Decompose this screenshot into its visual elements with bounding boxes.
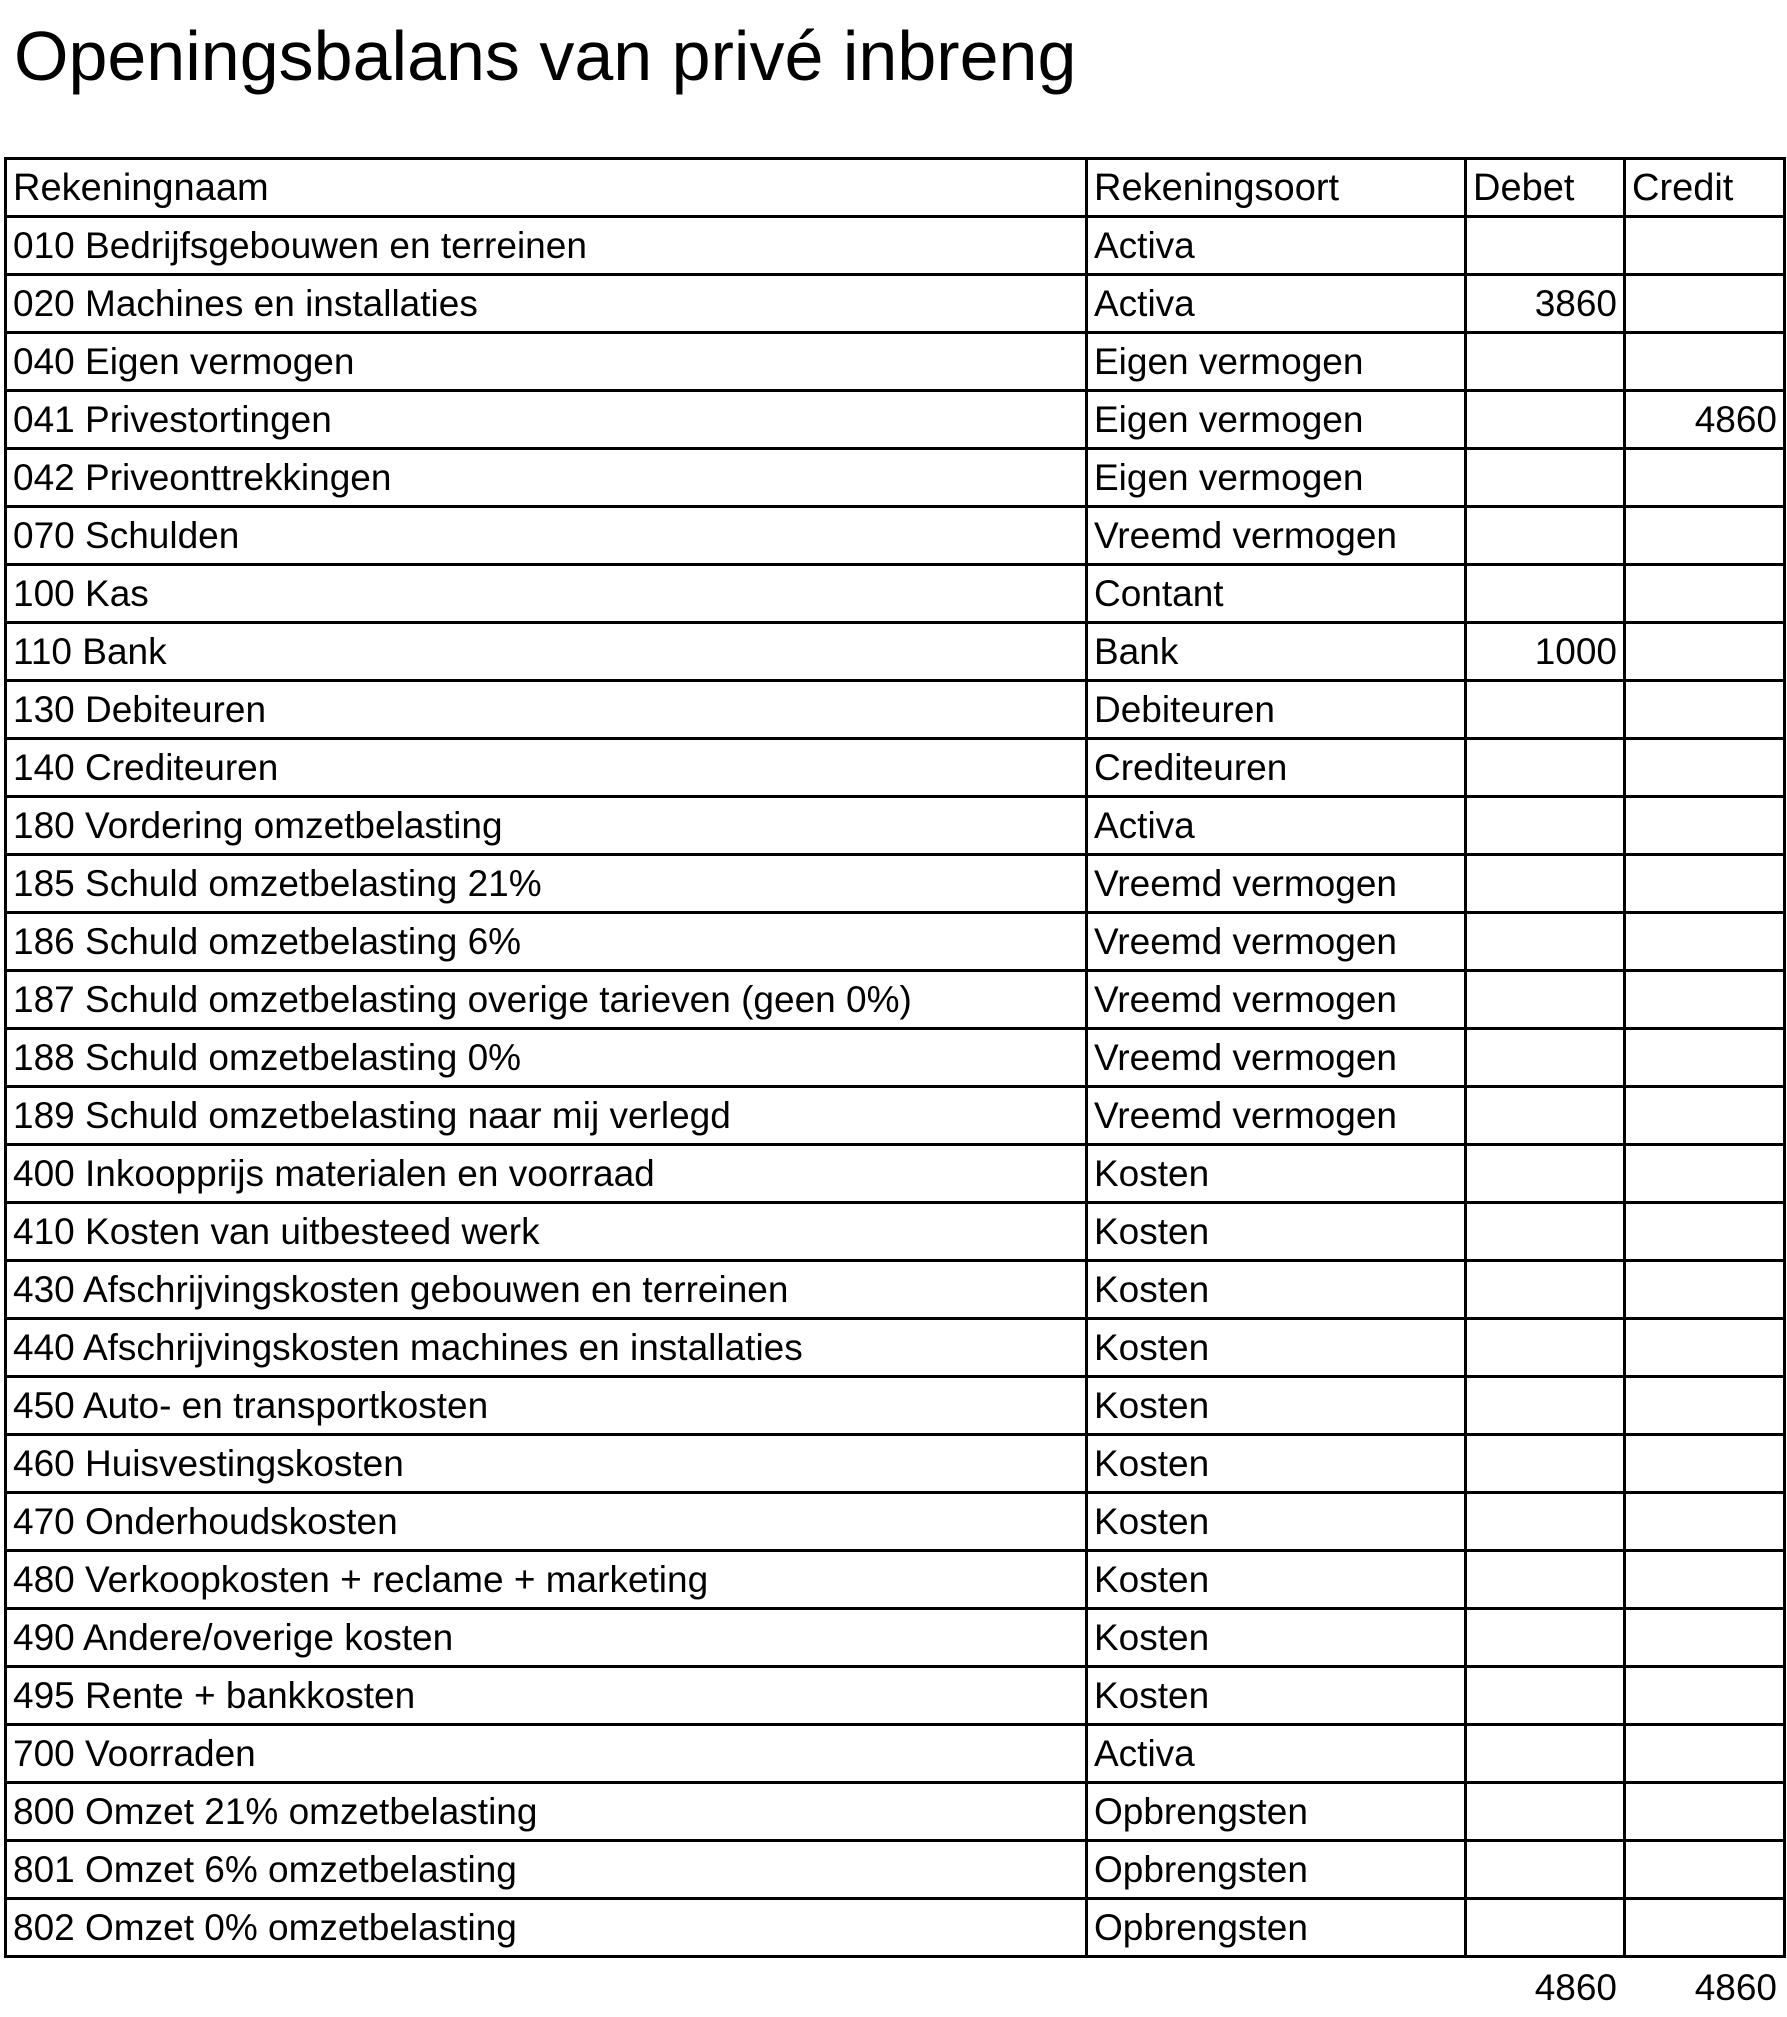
table-row (6, 565, 1785, 623)
account-name-cell: 700 Voorraden (6, 1725, 1087, 1783)
credit-cell (1625, 971, 1785, 1029)
debet-cell (1466, 1203, 1625, 1261)
debet-cell (1466, 1899, 1625, 1957)
debet-cell (1466, 1145, 1625, 1203)
table-row (6, 391, 1785, 449)
account-name-cell: 010 Bedrijfsgebouwen en terreinen (6, 217, 1087, 275)
credit-cell (1625, 507, 1785, 565)
account-type-cell: Kosten (1087, 1203, 1466, 1261)
table-row (6, 275, 1785, 333)
table-row (6, 1377, 1785, 1435)
credit-cell (1625, 623, 1785, 681)
debet-cell (1466, 1783, 1625, 1841)
debet-cell (1466, 507, 1625, 565)
account-name-cell: 110 Bank (6, 623, 1087, 681)
account-type-cell: Vreemd vermogen (1087, 1029, 1466, 1087)
account-type-cell: Eigen vermogen (1087, 449, 1466, 507)
debet-cell (1466, 797, 1625, 855)
account-type-cell: Vreemd vermogen (1087, 1087, 1466, 1145)
account-type-cell: Eigen vermogen (1087, 391, 1466, 449)
credit-cell (1625, 333, 1785, 391)
table-row (6, 333, 1785, 391)
account-type-cell: Vreemd vermogen (1087, 913, 1466, 971)
debet-cell (1466, 1667, 1625, 1725)
table-row (6, 681, 1785, 739)
table-row (6, 797, 1785, 855)
account-type-cell: Kosten (1087, 1493, 1466, 1551)
debet-cell: 1000 (1466, 623, 1625, 681)
account-name-cell: 470 Onderhoudskosten (6, 1493, 1087, 1551)
account-type-cell: Bank (1087, 623, 1466, 681)
account-name-cell: 187 Schuld omzetbelasting overige tarieven (geen 0%) (6, 971, 1087, 1029)
account-name-cell: 495 Rente + bankkosten (6, 1667, 1087, 1725)
account-name-cell: 070 Schulden (6, 507, 1087, 565)
account-name-cell: 042 Priveonttrekkingen (6, 449, 1087, 507)
credit-cell (1625, 1725, 1785, 1783)
account-name-cell: 186 Schuld omzetbelasting 6% (6, 913, 1087, 971)
table-row (6, 217, 1785, 275)
account-name-cell: 130 Debiteuren (6, 681, 1087, 739)
account-name-cell: 430 Afschrijvingskosten gebouwen en terreinen (6, 1261, 1087, 1319)
debet-cell (1466, 1725, 1625, 1783)
debet-cell (1466, 391, 1625, 449)
credit-cell (1625, 1435, 1785, 1493)
account-type-cell: Kosten (1087, 1667, 1466, 1725)
credit-cell (1625, 1841, 1785, 1899)
credit-cell (1625, 1783, 1785, 1841)
credit-cell (1625, 1145, 1785, 1203)
header-row (6, 159, 1785, 217)
table-row (6, 1899, 1785, 1957)
account-name-cell: 400 Inkoopprijs materialen en voorraad (6, 1145, 1087, 1203)
credit-cell (1625, 1609, 1785, 1667)
debet-cell (1466, 217, 1625, 275)
debet-cell (1466, 1435, 1625, 1493)
debet-cell (1466, 1319, 1625, 1377)
debet-cell (1466, 971, 1625, 1029)
account-name-cell: 180 Vordering omzetbelasting (6, 797, 1087, 855)
credit-cell (1625, 1203, 1785, 1261)
credit-cell (1625, 1551, 1785, 1609)
table-row (6, 739, 1785, 797)
account-name-cell: 410 Kosten van uitbesteed werk (6, 1203, 1087, 1261)
credit-cell (1625, 275, 1785, 333)
column-header-debet: Debet (1466, 159, 1625, 217)
account-type-cell: Activa (1087, 1725, 1466, 1783)
column-header-account-name: Rekeningnaam (6, 159, 1087, 217)
table-row (6, 1725, 1785, 1783)
account-name-cell: 188 Schuld omzetbelasting 0% (6, 1029, 1087, 1087)
account-name-cell: 480 Verkoopkosten + reclame + marketing (6, 1551, 1087, 1609)
debet-cell (1466, 1087, 1625, 1145)
debet-cell (1466, 681, 1625, 739)
account-type-cell: Contant (1087, 565, 1466, 623)
table-row (6, 623, 1785, 681)
account-type-cell: Crediteuren (1087, 739, 1466, 797)
balance-table (4, 157, 1786, 1958)
table-row (6, 1435, 1785, 1493)
account-name-cell: 450 Auto- en transportkosten (6, 1377, 1087, 1435)
credit-cell (1625, 1261, 1785, 1319)
account-name-cell: 040 Eigen vermogen (6, 333, 1087, 391)
account-type-cell: Activa (1087, 275, 1466, 333)
debet-cell (1466, 739, 1625, 797)
table-body (6, 217, 1785, 1957)
table-row (6, 1319, 1785, 1377)
total-credit: 4860 (1694, 1967, 1777, 2008)
account-name-cell: 140 Crediteuren (6, 739, 1087, 797)
account-type-cell: Opbrengsten (1087, 1841, 1466, 1899)
debet-cell (1466, 855, 1625, 913)
page-title: Openingsbalans van privé inbreng (14, 17, 1077, 95)
credit-cell (1625, 739, 1785, 797)
account-name-cell: 802 Omzet 0% omzetbelasting (6, 1899, 1087, 1957)
account-type-cell: Eigen vermogen (1087, 333, 1466, 391)
table-row (6, 913, 1785, 971)
account-type-cell: Opbrengsten (1087, 1783, 1466, 1841)
account-name-cell: 189 Schuld omzetbelasting naar mij verlegd (6, 1087, 1087, 1145)
table-row (6, 449, 1785, 507)
account-type-cell: Activa (1087, 217, 1466, 275)
account-name-cell: 100 Kas (6, 565, 1087, 623)
table-row (6, 1145, 1785, 1203)
account-name-cell: 041 Privestortingen (6, 391, 1087, 449)
table-row (6, 1609, 1785, 1667)
account-type-cell: Kosten (1087, 1145, 1466, 1203)
debet-cell (1466, 1551, 1625, 1609)
table-row (6, 855, 1785, 913)
account-name-cell: 490 Andere/overige kosten (6, 1609, 1087, 1667)
credit-cell (1625, 449, 1785, 507)
credit-cell (1625, 681, 1785, 739)
account-name-cell: 801 Omzet 6% omzetbelasting (6, 1841, 1087, 1899)
account-type-cell: Activa (1087, 797, 1466, 855)
table-row (6, 1261, 1785, 1319)
table-row (6, 1841, 1785, 1899)
debet-cell (1466, 1609, 1625, 1667)
credit-cell (1625, 1667, 1785, 1725)
table-row (6, 1029, 1785, 1087)
account-type-cell: Debiteuren (1087, 681, 1466, 739)
credit-cell (1625, 1319, 1785, 1377)
credit-cell (1625, 1087, 1785, 1145)
account-type-cell: Kosten (1087, 1319, 1466, 1377)
table-row (6, 1087, 1785, 1145)
account-name-cell: 460 Huisvestingskosten (6, 1435, 1087, 1493)
table-row (6, 971, 1785, 1029)
credit-cell (1625, 1899, 1785, 1957)
credit-cell (1625, 565, 1785, 623)
column-header-account-type: Rekeningsoort (1087, 159, 1466, 217)
table-row (6, 1783, 1785, 1841)
debet-cell (1466, 1493, 1625, 1551)
credit-cell (1625, 217, 1785, 275)
debet-cell (1466, 1841, 1625, 1899)
account-type-cell: Kosten (1087, 1609, 1466, 1667)
credit-cell (1625, 1029, 1785, 1087)
credit-cell (1625, 913, 1785, 971)
table-row (6, 1667, 1785, 1725)
account-type-cell: Opbrengsten (1087, 1899, 1466, 1957)
table-row (6, 1203, 1785, 1261)
debet-cell (1466, 913, 1625, 971)
account-name-cell: 800 Omzet 21% omzetbelasting (6, 1783, 1087, 1841)
account-name-cell: 020 Machines en installaties (6, 275, 1087, 333)
debet-cell (1466, 1029, 1625, 1087)
account-name-cell: 440 Afschrijvingskosten machines en installaties (6, 1319, 1087, 1377)
account-type-cell: Kosten (1087, 1377, 1466, 1435)
debet-cell (1466, 333, 1625, 391)
totals-row (4, 1960, 1783, 2016)
debet-cell (1466, 1261, 1625, 1319)
account-type-cell: Vreemd vermogen (1087, 971, 1466, 1029)
debet-cell (1466, 1377, 1625, 1435)
table-row (6, 1551, 1785, 1609)
table-row (6, 507, 1785, 565)
account-type-cell: Vreemd vermogen (1087, 507, 1466, 565)
account-name-cell: 185 Schuld omzetbelasting 21% (6, 855, 1087, 913)
debet-cell (1466, 565, 1625, 623)
debet-cell (1466, 449, 1625, 507)
total-debet: 4860 (1534, 1967, 1617, 2008)
account-type-cell: Kosten (1087, 1551, 1466, 1609)
credit-cell: 4860 (1625, 391, 1785, 449)
debet-cell: 3860 (1466, 275, 1625, 333)
table-row (6, 1493, 1785, 1551)
account-type-cell: Kosten (1087, 1261, 1466, 1319)
credit-cell (1625, 855, 1785, 913)
column-header-credit: Credit (1625, 159, 1785, 217)
credit-cell (1625, 797, 1785, 855)
account-type-cell: Vreemd vermogen (1087, 855, 1466, 913)
account-type-cell: Kosten (1087, 1435, 1466, 1493)
credit-cell (1625, 1377, 1785, 1435)
credit-cell (1625, 1493, 1785, 1551)
